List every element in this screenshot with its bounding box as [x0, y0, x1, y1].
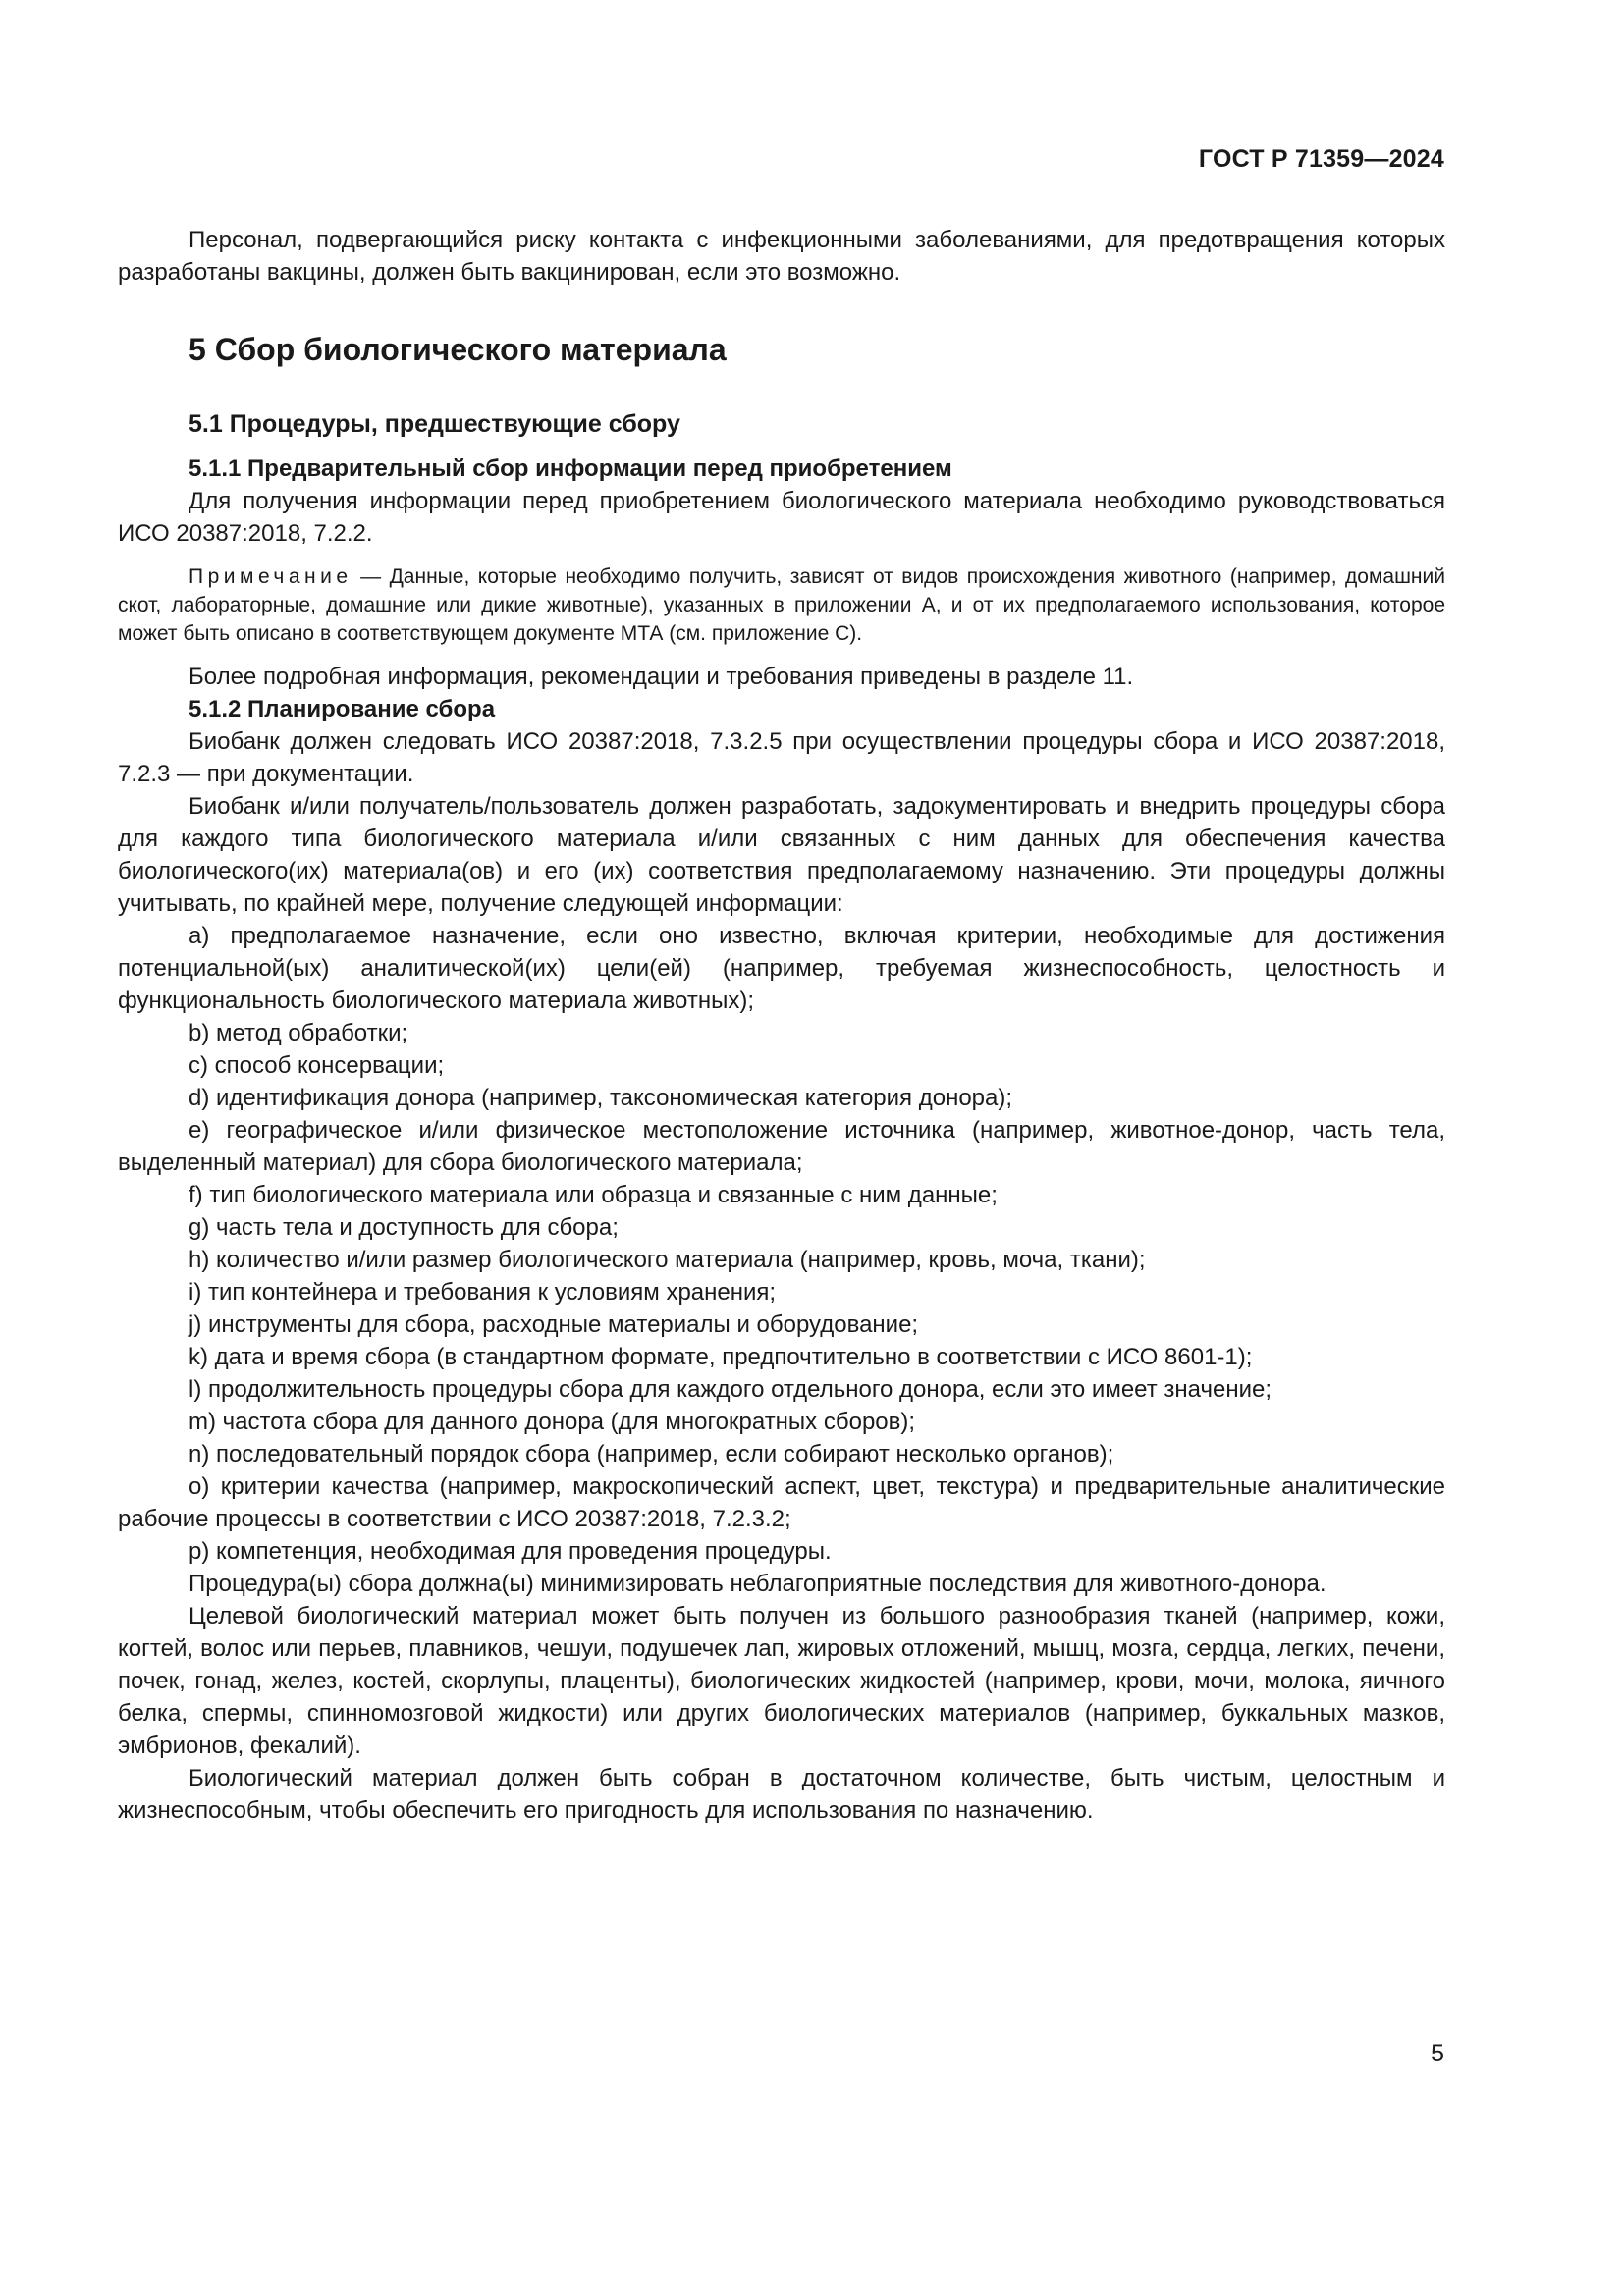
page-number: 5	[1431, 2040, 1444, 2067]
list-item-f: f) тип биологического материала или образца и связанные с ним данные;	[189, 1182, 998, 1208]
more-info-paragraph: Более подробная информация, рекомендации и требования приведены в разделе 11.	[189, 664, 1134, 690]
document-code: ГОСТ Р 71359—2024	[1198, 145, 1444, 173]
list-item-n: n) последовательный порядок сбора (например, если собирают несколько органов);	[189, 1441, 1114, 1468]
list-item-c: c) способ консервации;	[189, 1052, 445, 1079]
section-5-1-2-p5: Биологический материал должен быть собран в достаточном количестве, быть чистым, целостным и жизнеспособным, чтобы обеспечить его пригодность для использования по назначению.	[118, 1765, 1445, 1824]
list-item-h: h) количество и/или размер биологического материала (например, кровь, моча, ткани);	[189, 1247, 1146, 1273]
list-item-i: i) тип контейнера и требования к условиям хранения;	[189, 1279, 777, 1306]
section-5-title: 5 Сбор биологического материала	[189, 332, 727, 367]
list-item-j: j) инструменты для сбора, расходные материалы и оборудование;	[189, 1311, 919, 1338]
list-item-e: e) географическое и/или физическое местоположение источника (например, животное-донор, часть тела, выделенный материал) для сбора биологического материала;	[118, 1117, 1445, 1176]
list-item-k: k) дата и время сбора (в стандартном формате, предпочтительно в соответствии с ИСО 8601-1);	[189, 1344, 1253, 1370]
list-item-o: o) критерии качества (например, макроскопический аспект, цвет, текстура) и предварительные аналитические рабочие процессы в соответствии с ИСО 20387:2018, 7.2.3.2;	[118, 1473, 1445, 1532]
note-text: — Данные, которые необходимо получить, зависят от видов происхождения животного (например, домашний скот, лабораторные, домашние или дикие животные), указанных в приложении А, и от их предполагаемого использования, которое может быть описано в соответствующем документе МТА (см. приложение С).	[118, 565, 1445, 645]
note-label: Примечание	[189, 565, 352, 588]
list-item-m: m) частота сбора для данного донора (для многократных сборов);	[189, 1409, 916, 1435]
section-5-1-2-p2: Биобанк и/или получатель/пользователь должен разработать, задокументировать и внедрить процедуры сбора для каждого типа биологического материала и/или связанных с ним данных для обеспечения качества биологического(их) материала(ов) и его (их) соответствия предполагаемому назначению. Эти процедуры должны учитывать, по крайней мере, получение следующей информации:	[118, 793, 1445, 917]
list-item-g: g) часть тела и доступность для сбора;	[189, 1214, 619, 1241]
list-item-l: l) продолжительность процедуры сбора для каждого отдельного донора, если это имеет значение;	[189, 1376, 1272, 1403]
list-item-d: d) идентификация донора (например, таксономическая категория донора);	[189, 1085, 1013, 1111]
section-5-1-1-text: Для получения информации перед приобретением биологического материала необходимо руководствоваться ИСО 20387:2018, 7.2.2.	[118, 488, 1445, 547]
section-5-1-2-p3: Процедура(ы) сбора должна(ы) минимизировать неблагоприятные последствия для животного-донора.	[189, 1571, 1326, 1597]
section-5-1-2-p1: Биобанк должен следовать ИСО 20387:2018, 7.3.2.5 при осуществлении процедуры сбора и ИСО 20387:2018, 7.2.3 — при документации.	[118, 728, 1445, 787]
list-item-b: b) метод обработки;	[189, 1020, 408, 1046]
page-content	[118, 224, 1445, 1827]
list-item-p: p) компетенция, необходимая для проведения процедуры.	[189, 1538, 832, 1565]
section-5-1-2-title: 5.1.2 Планирование сбора	[189, 696, 496, 722]
section-5-1-1-title: 5.1.1 Предварительный сбор информации перед приобретением	[189, 455, 952, 482]
list-item-a: a) предполагаемое назначение, если оно известно, включая критерии, необходимые для достижения потенциальной(ых) аналитической(их) цели(ей) (например, требуемая жизнеспособность, целостность и функциональность биологического материала животных);	[118, 923, 1445, 1014]
section-5-1-2-p4: Целевой биологический материал может быть получен из большого разнообразия тканей (например, кожи, когтей, волос или перьев, плавников, чешуи, подушечек лап, жировых отложений, мышц, мозга, сердца, легких, печени, почек, гонад, желез, костей, скорлупы, плаценты), биологических жидкостей (например, крови, мочи, молока, яичного белка, спермы, спинномозговой жидкости) или других биологических материалов (например, буккальных мазков, эмбрионов, фекалий).	[118, 1603, 1445, 1759]
intro-paragraph: Персонал, подвергающийся риску контакта с инфекционными заболеваниями, для предотвращения которых разработаны вакцины, должен быть вакцинирован, если это возможно.	[118, 227, 1445, 286]
note-block	[118, 562, 1445, 648]
section-5-1-title: 5.1 Процедуры, предшествующие сбору	[189, 410, 680, 438]
